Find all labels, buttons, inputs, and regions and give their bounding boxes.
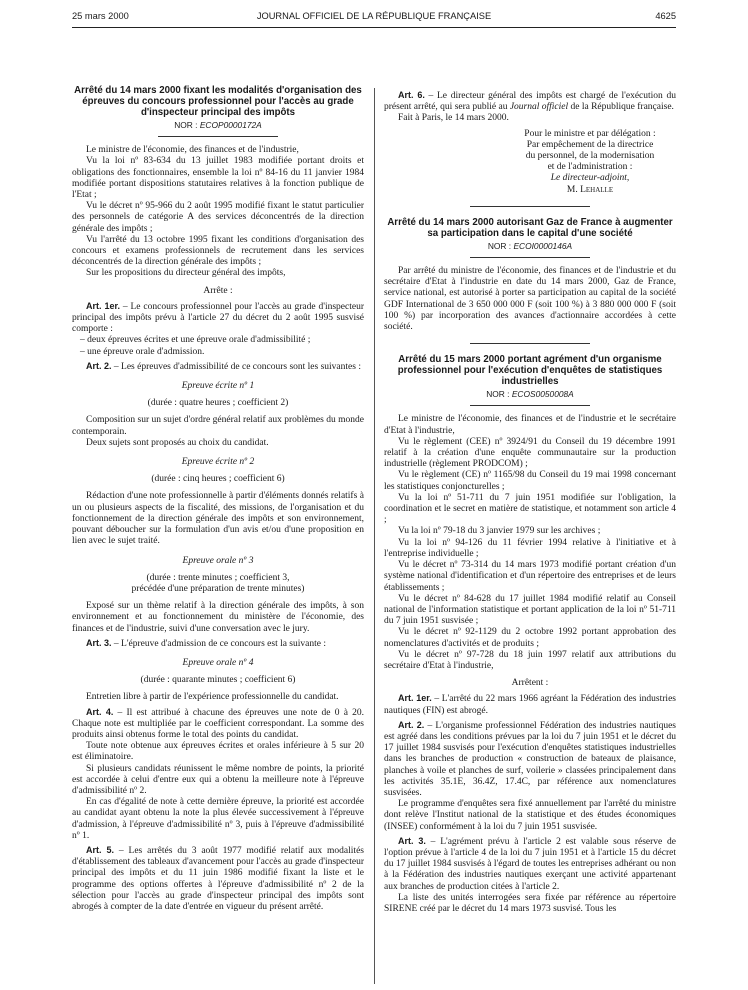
nor-label: NOR : bbox=[487, 240, 512, 251]
signature-line: Par empêchement de la directrice bbox=[526, 139, 654, 150]
arretent-word: Arrêtent : bbox=[511, 678, 549, 689]
column-divider bbox=[374, 88, 375, 984]
epreuve-3-title: Epreuve orale nº 3 bbox=[182, 555, 254, 566]
article-4-para: En cas d'égalité de note à cette dernière épreuve, la priorité est accordée au candidat ayant obtenu la note la plus élevée successivement à l'épreuve d'admission, à l'épreuve d'admissibilité nº 3, puis à l'épreuve d'admissibilité nº 1. bbox=[72, 797, 364, 841]
epreuve-3-text: Exposé sur un thème relatif à la direction générale des impôts, à son environnement et au fonctionnement du ministère de l'économie, des finances et de l'industrie, suivi d'une conversation avec le jury. bbox=[72, 601, 364, 634]
epreuve-4-detail: (durée : quarante minutes ; coefficient 6) bbox=[140, 675, 296, 686]
arrete1-visa: Sur les propositions du directeur général des impôts, bbox=[86, 268, 286, 279]
a3-article-2-text: – L'organisme professionnel Fédération des industries nautiques est agréé dans les conditions prévues par la loi du 7 juin 1951 et le décret du 17 juillet 1984 susvisés pour l'exécution d'enquêtes statistiques industrielles dans les branches de production « construction de bateaux de plaisance, planches à voile et planches de surf, voilerie » classées principalement dans les activités 35.1E, 36.4Z, 17.4C, par référence aux nomenclatures susvisées. bbox=[384, 720, 676, 798]
article-1-text: – Le concours professionnel pour l'accès au grade d'inspecteur principal des impôts prévu à l'article 27 du décret du 2 août 1995 susvisé comporte : bbox=[72, 301, 364, 335]
right-column bbox=[384, 90, 676, 915]
article-1-item: – une épreuve orale d'admission. bbox=[80, 346, 205, 357]
epreuve-2-detail: (durée : cinq heures ; coefficient 6) bbox=[151, 474, 285, 485]
article-4-text: – Il est attribué à chacune des épreuves une note de 0 à 20. Chaque note est multipliée par le coefficient correspondant. La somme des produits ainsi obtenus forme le total des points du candidat. bbox=[72, 707, 364, 740]
running-head bbox=[72, 11, 676, 25]
article-1-label: Art. 1er. bbox=[86, 300, 121, 311]
journal-officiel-ref: Journal officiel bbox=[509, 102, 569, 113]
epreuve-2-title: Epreuve écrite nº 2 bbox=[181, 457, 255, 468]
epreuve-2-text: Rédaction d'une note professionnelle à partir d'éléments donnés relatifs à un ou plusieurs aspects de la fiscalité, des missions, de l'organisation et du fonctionnement de la direction générale des impôts et son environnement, pouvant déboucher sur la formulation d'un avis et/ou d'une proposition en lien avec le sujet traité. bbox=[72, 491, 364, 547]
a3-article-1-label: Art. 1er. bbox=[398, 693, 432, 704]
arrete3-visa: Vu le règlement (CEE) nº 3924/91 du Conseil du 19 décembre 1991 relatif à la création d'une enquête communautaire sur la production industrielle (règlement PRODCOM) ; bbox=[384, 436, 676, 470]
arrete2-text: Par arrêté du ministre de l'économie, des finances et de l'industrie et du secrétaire d'Etat à l'industrie en date du 14 mars 2000, Gaz de France, service national, est autorisé à porter sa participation au capital de la société GDF International de 3 650 000 000 F (soit 100 %) à 3 880 000 000 F (soit 100 %) par incorporation des avances d'actionnaire accordées à cette société. bbox=[384, 266, 676, 333]
arrete3-visa: Vu le décret nº 92-1129 du 2 octobre 1992 portant approbation des nomenclatures d'activités et de produits ; bbox=[384, 627, 676, 649]
article-4-para: Si plusieurs candidats réunissent le même nombre de points, la priorité est accordée à celui d'entre eux qui a obtenu la meilleure note à l'épreuve d'admissibilité nº 2. bbox=[72, 763, 364, 796]
nor-label: NOR : bbox=[486, 389, 510, 400]
article-3 bbox=[72, 638, 364, 650]
arrete1-title: Arrêté du 14 mars 2000 fixant les modalités d'organisation des épreuves du concours professionnel pour l'accès au grade d'inspecteur principal des impôts bbox=[74, 85, 362, 118]
epreuve-4-title: Epreuve orale nº 4 bbox=[182, 657, 254, 668]
a3-article-3-label: Art. 3. bbox=[398, 835, 426, 846]
article-4-label: Art. 4. bbox=[86, 706, 114, 717]
a3-article-3 bbox=[384, 836, 676, 893]
nor-code: ECOP0000172A bbox=[199, 120, 262, 130]
a3-article-3-text: – L'agrément prévu à l'article 2 est valable sous réserve de l'option prévue à l'article 4 de la loi du 7 juin 1951 et à l'article 15 du décret du 17 juillet 1984 susvisés à l'égard de toutes les entreprises adhérant ou non à la Fédération des industries nautiques exerçant une activité appartenant aux branches de production citées à l'article 2. bbox=[384, 836, 676, 892]
left-column bbox=[72, 85, 364, 913]
epreuve-1-text: Deux sujets sont proposés au choix du candidat. bbox=[86, 437, 269, 448]
article-4-para: Toute note obtenue aux épreuves écrites et orales inférieure à 5 sur 20 est éliminatoire. bbox=[72, 741, 364, 763]
a3-article-2-para: Le programme d'enquêtes sera fixé annuellement par l'arrêté du ministre dont relève l'Institut national de la statistique et des études économiques (INSEE) conformément à la loi du 7 juin 1951 susvisée. bbox=[384, 799, 676, 832]
a3-article-1 bbox=[384, 693, 676, 716]
arrete3-visa: Vu le décret nº 84-628 du 17 juillet 1984 modifié relatif au Conseil national de l'information statistique et portant application de la loi nº 51-711 du 7 juin 1951 susvisée ; bbox=[384, 593, 676, 627]
a3-article-2 bbox=[384, 720, 676, 799]
arrete3-visa: Vu la loi nº 79-18 du 3 janvier 1979 sur les archives ; bbox=[398, 526, 601, 537]
article-2 bbox=[72, 361, 364, 373]
article-1-item: – deux épreuves écrites et une épreuve orale d'admissibilité ; bbox=[80, 335, 311, 346]
title-separator bbox=[158, 136, 278, 137]
a3-article-2-label: Art. 2. bbox=[398, 719, 425, 730]
arrete2-nor bbox=[384, 241, 676, 252]
nor-code: ECOS0050008A bbox=[511, 389, 574, 400]
article-5-label: Art. 5. bbox=[86, 844, 115, 855]
signature-line: et de l'administration : bbox=[547, 162, 633, 173]
article-1 bbox=[72, 301, 364, 336]
arrete3-title: Arrêté du 15 mars 2000 portant agrément d'un organisme professionnel pour l'exécution d'enquêtes de statistiques industrielles bbox=[397, 354, 663, 388]
header-date: 25 mars 2000 bbox=[72, 11, 129, 21]
arrete3-visa: Vu la loi nº 51-711 du 7 juin 1951 modifiée sur l'obligation, la coordination et le secret en matière de statistique, et notamment son article 4 ; bbox=[384, 492, 676, 526]
arrete3-visa: Vu le décret nº 73-314 du 14 mars 1973 modifié portant création d'un système national d'identification et d'un répertoire des entreprises et de leurs établissements ; bbox=[384, 560, 676, 593]
section-separator bbox=[470, 206, 590, 207]
article-3-label: Art. 3. bbox=[86, 637, 112, 648]
nor-code: ECOI0000146A bbox=[513, 240, 573, 251]
article-2-text: – Les épreuves d'admissibilité de ce concours sont les suivantes : bbox=[111, 361, 361, 372]
a3-article-3-para: La liste des unités interrogées sera fixée par référence au répertoire SIRENE créé par le décret du 14 mars 1973 susvisé. Tous les bbox=[384, 892, 676, 914]
epreuve-3-detail: (durée : trente minutes ; coefficient 3, bbox=[146, 572, 290, 583]
fait-a-paris: Fait à Paris, le 14 mars 2000. bbox=[398, 113, 509, 124]
arrete3-visa: Vu la loi nº 94-126 du 11 février 1994 relative à l'initiative et à l'entreprise individuelle ; bbox=[384, 537, 676, 559]
arrete3-visa: Vu le décret nº 97-728 du 18 juin 1997 relatif aux attributions du secrétaire d'Etat à l'industrie, bbox=[384, 649, 676, 671]
epreuve-1-text: Composition sur un sujet d'ordre général relatif aux problèmes du monde contemporain. bbox=[72, 415, 364, 437]
article-6 bbox=[384, 90, 676, 113]
article-3-text: – L'épreuve d'admission de ce concours est la suivante : bbox=[111, 638, 326, 649]
signature-block bbox=[384, 129, 676, 196]
page-number: 4625 bbox=[655, 11, 676, 21]
article-6-text-end: de la République française. bbox=[568, 102, 674, 113]
arrete1-visa: Vu la loi nº 83-634 du 13 juillet 1983 modifiée portant droits et obligations des fonctionnaires, ensemble la loi nº 84-16 du 11 janvier 1984 modifiée portant dispositions statutaires relatives à la fonction publique de l'Etat ; bbox=[72, 156, 364, 201]
arrete1-visa: Vu le décret nº 95-966 du 2 août 1995 modifié fixant le statut particulier des personnels de catégorie A des services déconcentrés de la direction générale des impôts ; bbox=[72, 201, 364, 234]
epreuve-1-detail: (durée : quatre heures ; coefficient 2) bbox=[147, 398, 289, 409]
arrete2-title: Arrêté du 14 mars 2000 autorisant Gaz de France à augmenter sa participation dans le capital d'une société bbox=[387, 216, 673, 239]
article-6-text: – Le directeur général des impôts est chargé de l'exécution du présent arrêté, qui sera publié au bbox=[384, 91, 676, 113]
arrete1-visa: Vu l'arrêté du 13 octobre 1995 fixant les conditions d'organisation des concours et examens professionnels de recrutement dans les services déconcentrés de la direction générale des impôts ; bbox=[72, 234, 364, 268]
journal-title: JOURNAL OFFICIEL DE LA RÉPUBLIQUE FRANÇAISE bbox=[256, 11, 492, 21]
arrete1-visa: Le ministre de l'économie, des finances et de l'industrie, bbox=[86, 145, 299, 156]
article-6-label: Art. 6. bbox=[398, 90, 425, 100]
epreuve-1-title: Epreuve écrite nº 1 bbox=[181, 381, 255, 392]
epreuve-4-text: Entretien libre à partir de l'expérience professionnelle du candidat. bbox=[86, 692, 339, 703]
article-5-text: – Les arrêtés du 3 août 1977 modifié relatif aux modalités d'établissement des tableaux d'avancement pour l'accès au grade d'inspecteur principal des impôts et du 11 juin 1986 modifié fixant la liste et le programme des options offertes à l'épreuve d'admissibilité nº 2 de la sélection pour l'accès au grade d'inspecteur principal des impôts sont abrogés à compter de la date d'entrée en vigueur du présent arrêté. bbox=[72, 845, 364, 912]
arrete3-nor bbox=[384, 389, 676, 400]
article-2-label: Art. 2. bbox=[86, 360, 112, 371]
title-separator bbox=[470, 405, 590, 406]
arrete1-nor bbox=[72, 120, 364, 131]
header-rule bbox=[72, 27, 676, 28]
signatory-name: M. Lehalle bbox=[566, 184, 614, 195]
epreuve-3-detail: précédée d'une préparation de trente minutes) bbox=[131, 583, 305, 594]
signature-role: Le directeur-adjoint, bbox=[550, 173, 630, 184]
article-5 bbox=[72, 845, 364, 913]
section-separator bbox=[470, 343, 590, 344]
arrete3-visa: Le ministre de l'économie, des finances et de l'industrie et le secrétaire d'Etat à l'industrie, bbox=[384, 414, 676, 436]
a3-article-1-text: – L'arrêté du 22 mars 1966 agréant la Fédération des industries nautiques (FIN) est abrogé. bbox=[384, 694, 676, 716]
signature-line: Pour le ministre et par délégation : bbox=[524, 128, 656, 139]
nor-label: NOR : bbox=[174, 120, 198, 130]
signature-line: du personnel, de la modernisation bbox=[525, 151, 655, 162]
arrete3-visa: Vu le règlement (CE) nº 1165/98 du Conseil du 19 mai 1998 concernant les statistiques conjoncturelles ; bbox=[384, 470, 676, 492]
article-4 bbox=[72, 707, 364, 742]
title-separator bbox=[470, 257, 590, 258]
arrete-word: Arrête : bbox=[203, 285, 233, 296]
